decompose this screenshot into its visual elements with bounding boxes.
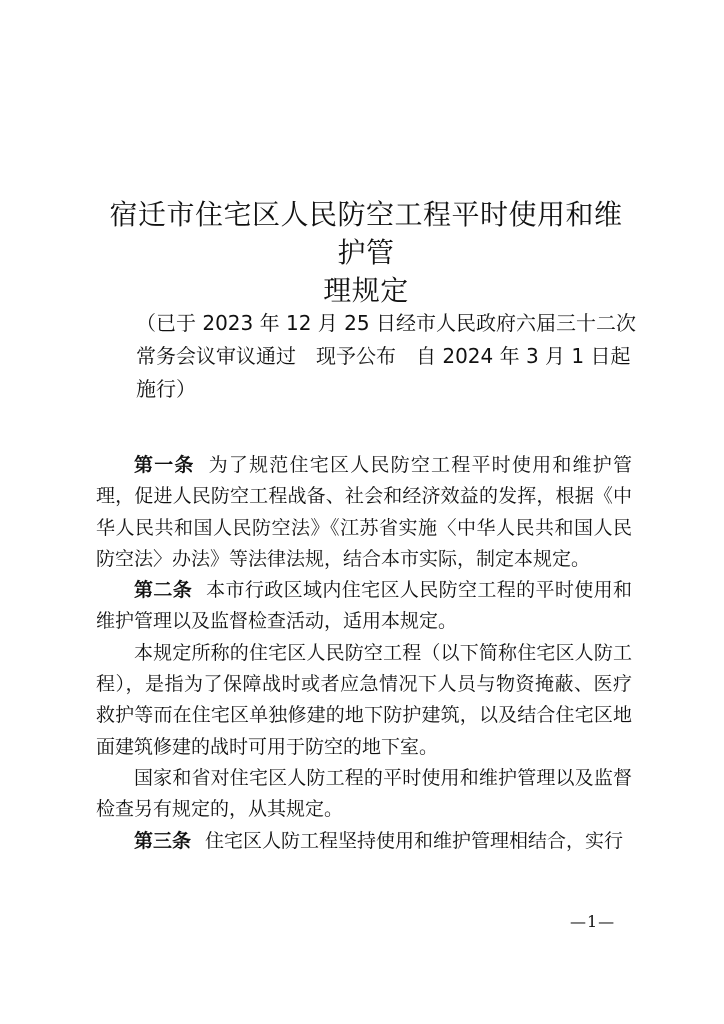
article-paragraph: [96, 450, 632, 575]
article-text: 为了规范住宅区人民防空工程平时使用和维护管理，促进人民防空工程战备、社会和经济效益的发挥，根据《中华人民共和国人民防空法》《江苏省实施〈中华人民共和国人民防空法〉办法》等法律法规，结合本市实际，制定本规定。: [96, 454, 632, 570]
title-line-1: 宿迁市住宅区人民防空工程平时使用和维护管: [109, 198, 623, 269]
article-paragraph: [96, 826, 632, 857]
page-number: —1—: [570, 912, 616, 931]
article-label: 第二条: [134, 579, 193, 602]
promulgation-note: [136, 307, 636, 406]
article-text: 本市行政区域内住宅区人民防空工程的平时使用和维护管理以及监督检查活动，适用本规定。: [96, 579, 632, 633]
article-text: 住宅区人防工程坚持使用和维护管理相结合，实行: [205, 829, 624, 852]
article-text: 国家和省对住宅区人防工程的平时使用和维护管理以及监督检查另有规定的，从其规定。: [96, 766, 632, 821]
article-text: 本规定所称的住宅区人民防空工程（以下简称住宅区人防工程），是指为了保障战时或者应急情况下人员与物资掩蔽、医疗救护等而在住宅区单独修建的地下防护建筑，以及结合住宅区地面建筑修建的战时可用于防空的地下室。: [96, 641, 632, 758]
article-label: 第三条: [134, 829, 192, 852]
note-line: 施行）: [136, 377, 196, 401]
article-paragraph: [96, 763, 632, 826]
document-title: [96, 196, 636, 310]
article-paragraph: [96, 638, 632, 763]
article-paragraph: [96, 575, 632, 638]
note-line: （已于 2023 年 12 月 25 日经市人民政府六届三十二次: [136, 311, 636, 335]
title-line-2: 理规定: [323, 274, 409, 307]
article-label: 第一条: [134, 454, 195, 476]
note-line: 常务会议审议通过 现予公布 自 2024 年 3 月 1 日起: [136, 344, 631, 368]
document-body: [96, 450, 632, 857]
